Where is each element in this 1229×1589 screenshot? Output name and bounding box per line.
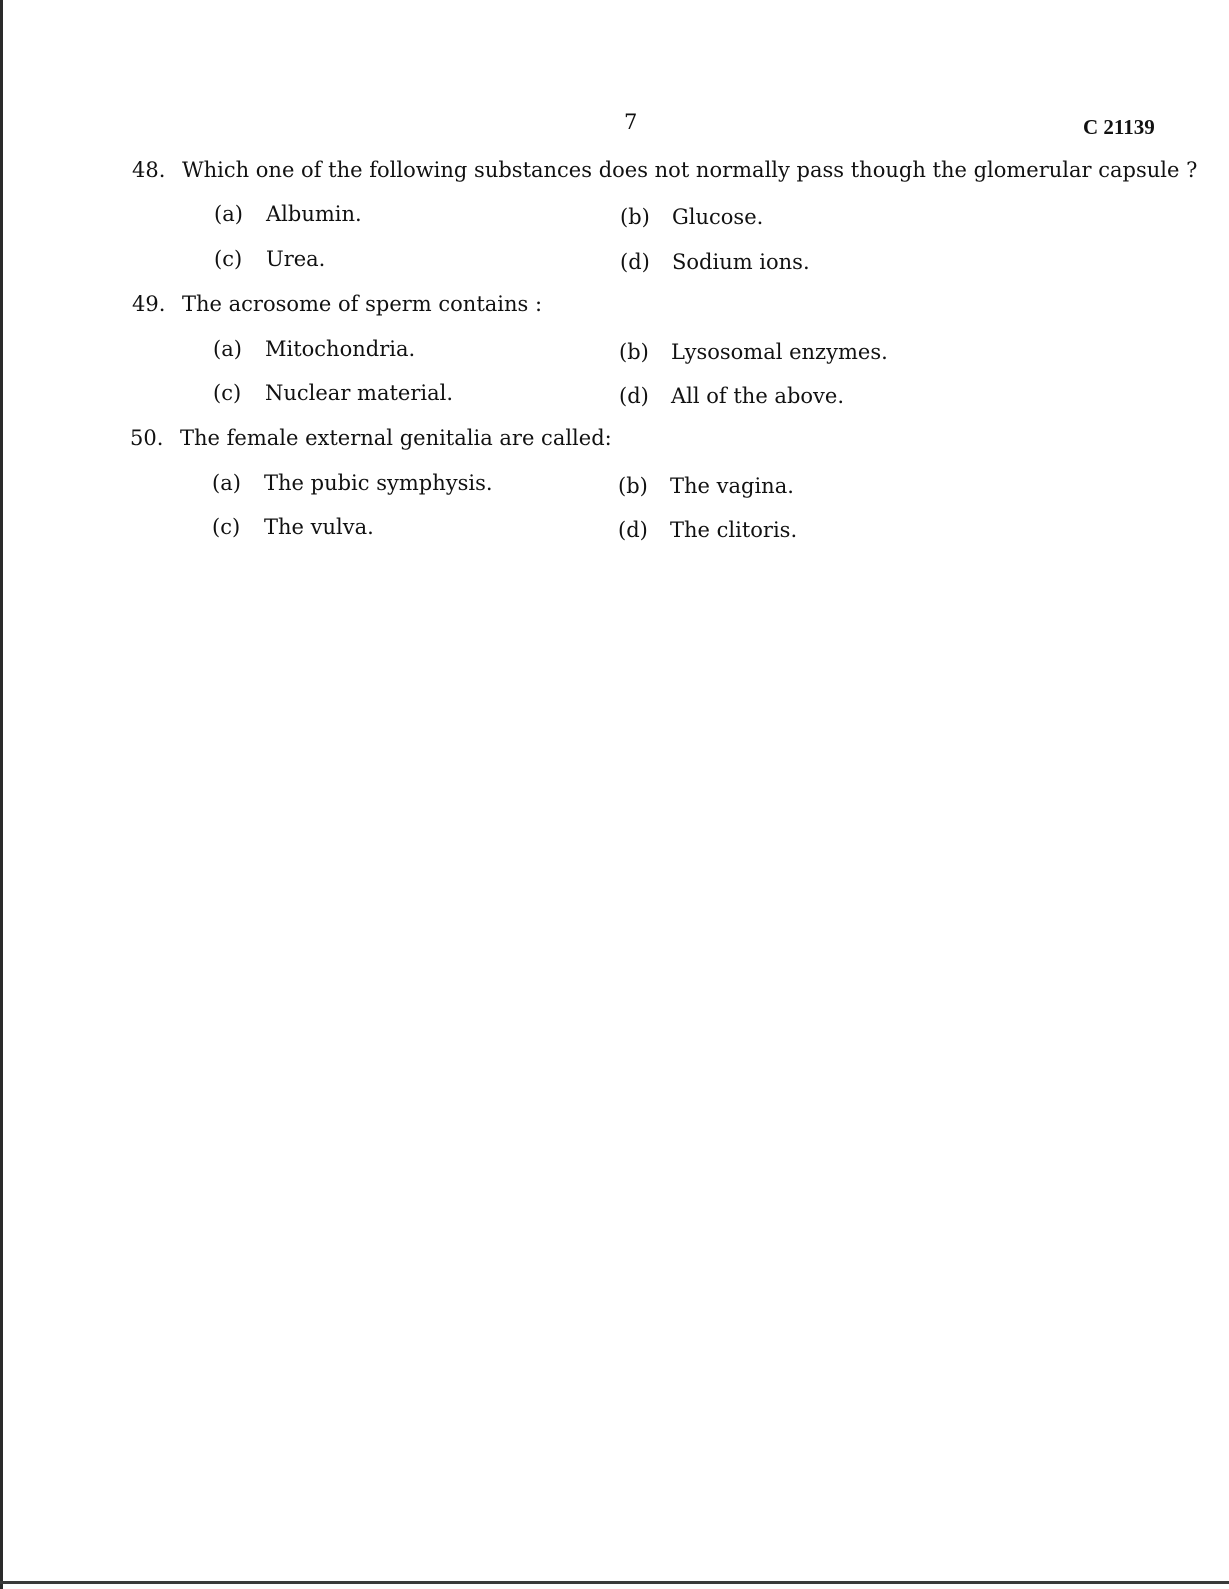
question-number: 49. (132, 292, 166, 316)
option-50-a (212, 471, 493, 495)
question-number: 50. (130, 426, 164, 450)
option-text: Nuclear material. (265, 381, 454, 405)
option-letter: (d) (619, 384, 649, 408)
option-letter: (a) (212, 471, 241, 495)
page-edge-left (0, 0, 3, 1589)
option-49-a (213, 337, 415, 361)
question-text: Which one of the following substances does not normally pass though the glomerular capsule ? (182, 158, 1198, 182)
option-text: Lysosomal enzymes. (671, 340, 888, 364)
option-letter: (c) (213, 381, 242, 405)
question-number: 48. (132, 158, 166, 182)
option-50-b (618, 474, 794, 498)
page-edge-bottom (0, 1581, 1229, 1584)
option-50-c (212, 515, 374, 539)
option-text: The vulva. (264, 515, 374, 539)
option-49-c (213, 381, 453, 405)
option-letter: (c) (212, 515, 241, 539)
option-text: Glucose. (672, 205, 764, 229)
option-48-d (620, 250, 810, 274)
option-text: Urea. (266, 247, 326, 271)
option-48-c (214, 247, 325, 271)
paper-code: C 21139 (1083, 115, 1155, 139)
option-50-d (618, 518, 797, 542)
option-letter: (b) (620, 205, 650, 229)
page-number: 7 (624, 110, 638, 134)
option-letter: (b) (618, 474, 648, 498)
question-text: The acrosome of sperm contains : (182, 292, 543, 316)
question-50 (130, 426, 612, 450)
option-text: Sodium ions. (672, 250, 810, 274)
option-49-d (619, 384, 844, 408)
option-letter: (c) (214, 247, 243, 271)
option-text: The vagina. (670, 474, 794, 498)
option-letter: (a) (214, 202, 243, 226)
option-48-b (620, 205, 763, 229)
question-49 (132, 292, 542, 316)
option-text: The pubic symphysis. (264, 471, 493, 495)
option-49-b (619, 340, 888, 364)
option-text: Albumin. (266, 202, 362, 226)
question-text: The female external genitalia are called: (180, 426, 612, 450)
option-letter: (d) (618, 518, 648, 542)
option-text: The clitoris. (670, 518, 798, 542)
option-letter: (a) (213, 337, 242, 361)
option-letter: (b) (619, 340, 649, 364)
option-text: All of the above. (671, 384, 845, 408)
question-48 (132, 158, 1197, 182)
option-48-a (214, 202, 362, 226)
option-letter: (d) (620, 250, 650, 274)
option-text: Mitochondria. (265, 337, 416, 361)
